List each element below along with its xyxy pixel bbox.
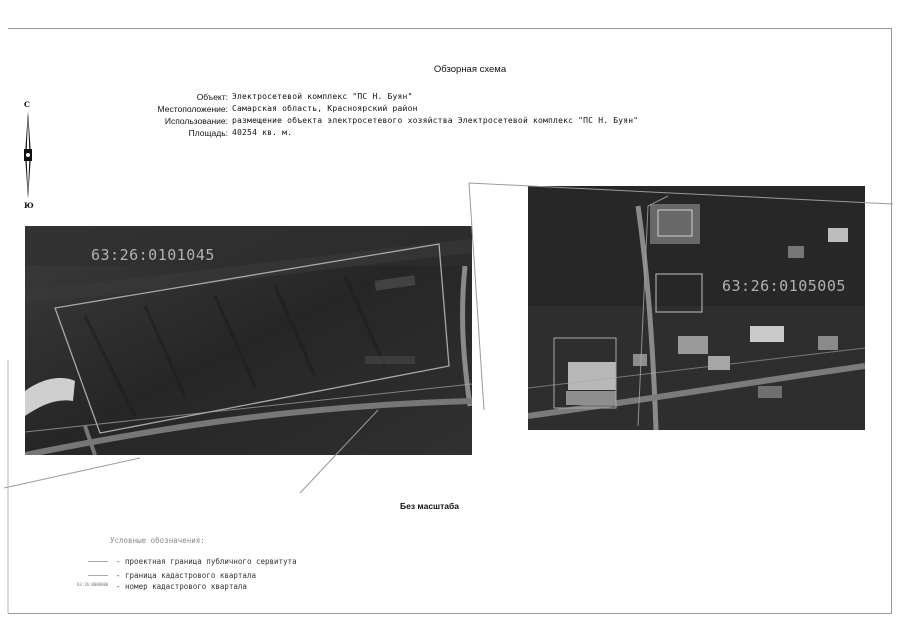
right-cadastral-number: 63:26:0105005: [722, 277, 846, 295]
left-satellite-map: [25, 226, 472, 455]
location-label: Местоположение:: [157, 104, 228, 114]
frame-right-line: [891, 28, 892, 613]
legend-title: Условные обозначения:: [110, 536, 205, 545]
north-arrow-compass: [18, 100, 38, 212]
legend-line-sample: [88, 575, 108, 576]
frame-bottom-line: [8, 613, 892, 614]
right-satellite-map: [528, 186, 865, 430]
area-value: 40254 кв. м.: [232, 128, 293, 137]
object-value: Электросетевой комплекс "ПС Н. Буян": [232, 92, 413, 101]
legend-line-sample: [88, 561, 108, 562]
usage-label: Использование:: [164, 116, 228, 126]
location-value: Самарская область, Красноярский район: [232, 104, 418, 113]
area-label: Площадь:: [188, 128, 228, 138]
compass-south-letter: Ю: [24, 201, 34, 210]
left-cadastral-number: 63:26:0101045: [91, 246, 215, 264]
usage-value: размещение объекта электросетевого хозяйства Электросетевой комплекс "ПС Н. Буян": [232, 116, 639, 125]
legend-item-text: - номер кадастрового квартала: [116, 582, 247, 591]
compass-needle-icon: [18, 111, 38, 199]
object-label: Объект:: [196, 92, 228, 102]
legend-item-text: - проектная граница публичного сервитута: [116, 557, 297, 566]
compass-north-letter: С: [24, 100, 30, 109]
frame-top-line: [8, 28, 892, 29]
scale-note: Без масштаба: [400, 501, 460, 511]
legend-item-text: - граница кадастрового квартала: [116, 571, 256, 580]
legend-number-sample: 63:26:0000000: [77, 582, 109, 587]
right-satellite-imagery: [528, 186, 865, 430]
page-title: Обзорная схема: [433, 64, 507, 75]
